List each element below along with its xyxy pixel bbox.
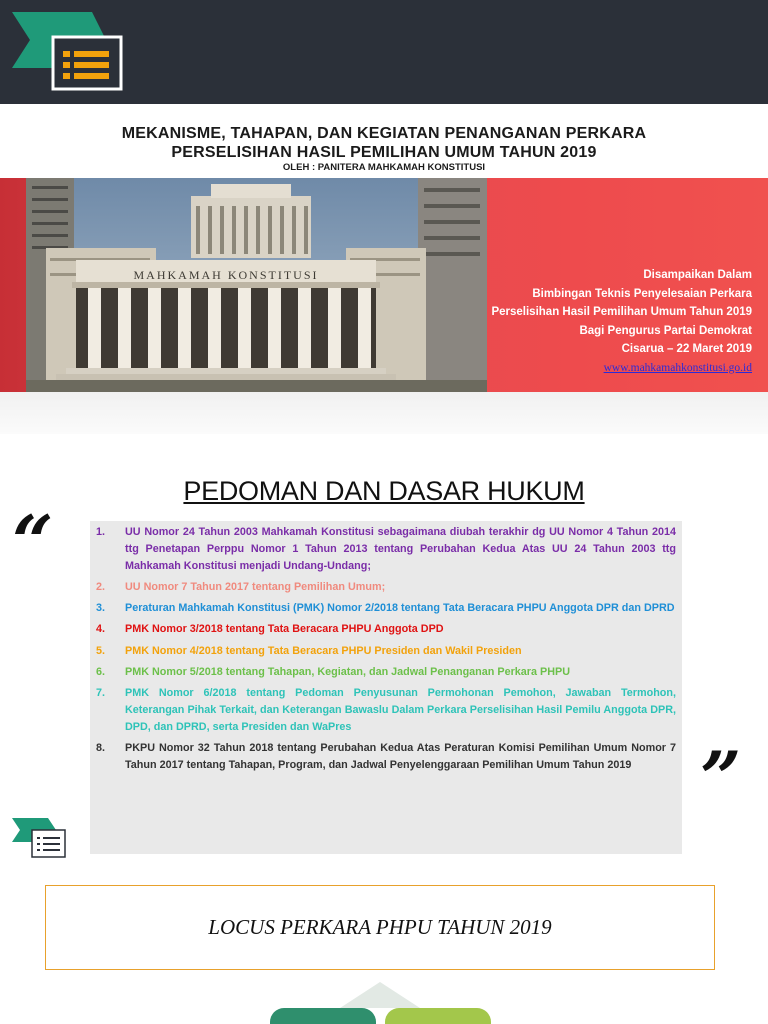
- law-item: [96, 664, 676, 681]
- title-line-1: MEKANISME, TAHAPAN, DAN KEGIATAN PENANGANAN PERKARA: [121, 125, 647, 142]
- law-number: 4.: [96, 623, 106, 636]
- list-icon: [12, 12, 124, 92]
- banner: [0, 178, 768, 392]
- law-item: [96, 643, 676, 660]
- presentation-info: [491, 266, 752, 377]
- law-text: UU Nomor 7 Tahun 2017 tentang Pemilihan Umum;: [125, 580, 386, 593]
- slide-header-bar: [0, 0, 768, 104]
- law-text: PKPU Nomor 32 Tahun 2018 tentang Perubahan Kedua Atas Peraturan Komisi Pemilihan Umum Nomor 7 Tahun 2017 tentang Tahapan, Program, dan Jadwal Penyelenggaraan Pemilihan Umum Tahun 2019: [125, 742, 676, 772]
- slide-footer-strip: [0, 392, 768, 434]
- law-number: 1.: [96, 526, 106, 538]
- diagram-node-green: [270, 1008, 376, 1024]
- law-text: UU Nomor 24 Tahun 2003 Mahkamah Konstitusi sebagaimana diubah terakhir dg UU Nomor 4 Tahun 2014 ttg Penetapan Perppu Nomor 1 Tahun 2013 tentang Perubahan Kedua Atas UU 24 Tahun 2003 ttg Mahkamah Konstitusi menjadi Undang-Undang;: [125, 526, 676, 572]
- law-item: [96, 740, 676, 774]
- diagram-node-lime: [385, 1008, 491, 1024]
- info-line: Cisarua – 22 Maret 2019: [621, 343, 752, 355]
- close-quote-mark: ”: [700, 735, 742, 820]
- law-item: [96, 685, 676, 735]
- info-line: Bimbingan Teknis Penyelesaian Perkara: [532, 287, 752, 300]
- building-sign: MAHKAMAH KONSTITUSI: [133, 268, 319, 282]
- presenter-subtitle: OLEH : PANITERA MAHKAMAH KONSTITUSI: [282, 162, 486, 173]
- list-icon: [12, 818, 66, 858]
- law-number: 8.: [96, 742, 106, 755]
- locus-title-box: [45, 885, 715, 970]
- law-item: [96, 579, 676, 596]
- locus-diagram: [260, 978, 500, 1024]
- law-number: 5.: [96, 644, 106, 657]
- law-text: PMK Nomor 4/2018 tentang Tata Beracara PHPU Presiden dan Wakil Presiden: [125, 644, 522, 657]
- law-item: [96, 600, 676, 617]
- title-block: [0, 104, 768, 178]
- section-title: PEDOMAN DAN DASAR HUKUM: [183, 476, 585, 506]
- legal-basis-list: [90, 521, 682, 774]
- law-text: Peraturan Mahkamah Konstitusi (PMK) Nomor 2/2018 tentang Tata Beracara PHPU Anggota DPR dan DPRD: [125, 602, 675, 615]
- open-quote-mark: “: [12, 499, 54, 584]
- legal-basis-list-box: [90, 521, 682, 854]
- law-text: PMK Nomor 3/2018 tentang Tata Beracara PHPU Anggota DPD: [125, 623, 444, 636]
- law-item: [96, 621, 676, 638]
- locus-title: LOCUS PERKARA PHPU TAHUN 2019: [208, 915, 552, 939]
- court-building-photo: [26, 178, 487, 392]
- info-line: Bagi Pengurus Partai Demokrat: [579, 324, 752, 337]
- law-number: 6.: [96, 666, 106, 679]
- info-line: Perselisihan Hasil Pemilihan Umum Tahun 2019: [491, 306, 752, 318]
- law-number: 2.: [96, 580, 106, 593]
- law-number: 3.: [96, 602, 106, 615]
- law-text: PMK Nomor 5/2018 tentang Tahapan, Kegiatan, dan Jadwal Penanganan Perkara PHPU: [125, 666, 570, 679]
- website-link[interactable]: www.mahkamahkonstitusi.go.id: [603, 361, 752, 374]
- title-line-2: PERSELISIHAN HASIL PEMILIHAN UMUM TAHUN 2019: [171, 144, 597, 161]
- info-line: Disampaikan Dalam: [643, 269, 752, 281]
- law-text: PMK Nomor 6/2018 tentang Pedoman Penyusunan Permohonan Pemohon, Jawaban Termohon, Keterangan Pihak Terkait, dan Keterangan Bawaslu Dalam Perkara Perselisihan Hasil Pemilu Anggota DPR, DPD, dan DPRD, serta Presiden dan WaPres: [125, 687, 676, 733]
- law-number: 7.: [96, 687, 106, 700]
- law-item: [96, 524, 676, 574]
